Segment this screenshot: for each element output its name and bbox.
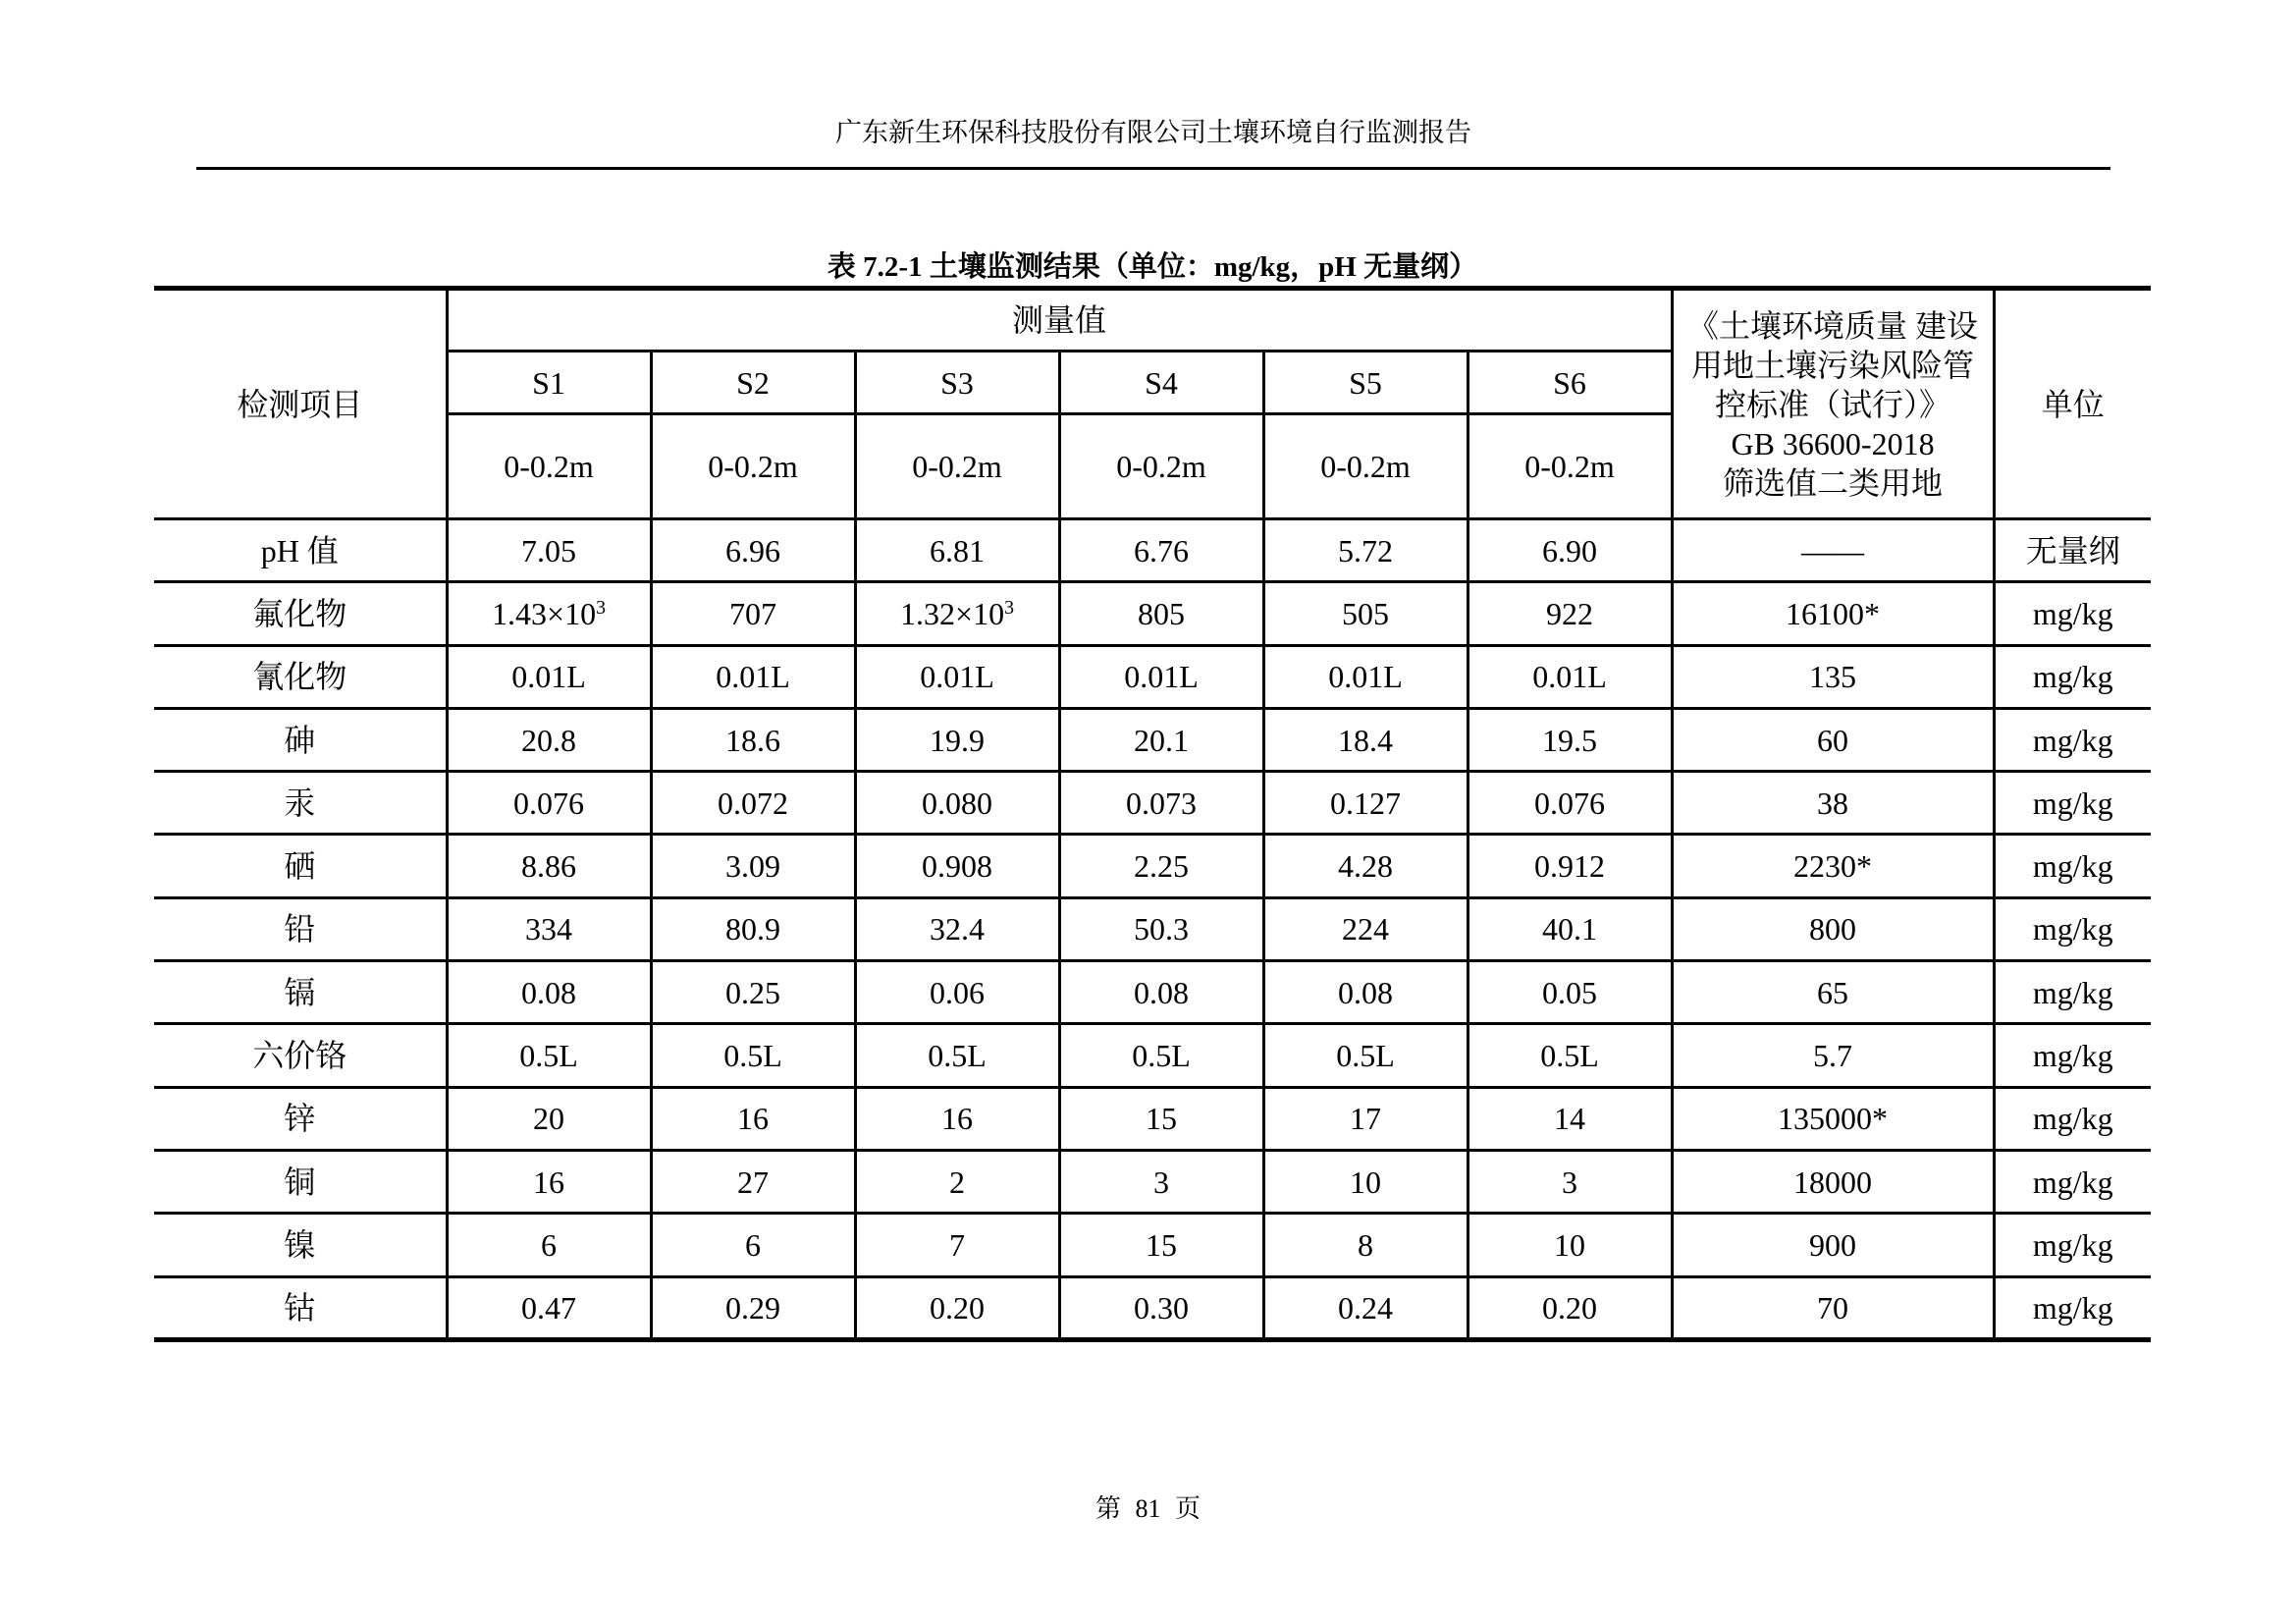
unit-cell: mg/kg [1994,708,2151,771]
measured-value-cell: 6.96 [651,519,855,582]
standard-value-cell: 135000* [1672,1087,1994,1150]
measured-value-cell: 0.08 [1059,961,1263,1024]
measured-value-cell: 707 [651,582,855,645]
measured-value-cell: 15 [1059,1214,1263,1276]
measured-value-cell: 0.01L [1468,645,1672,708]
measured-value-cell: 10 [1263,1150,1468,1213]
standard-value-cell: 900 [1672,1214,1994,1276]
row-item: 镍 [154,1214,447,1276]
measured-value-cell: 50.3 [1059,897,1263,960]
unit-cell: 无量纲 [1994,519,2151,582]
table-row [154,1276,2151,1339]
row-item: 硒 [154,835,447,897]
measured-value-cell [447,582,651,645]
measured-value-cell: 0.08 [1263,961,1468,1024]
measured-value-cell: 0.912 [1468,835,1672,897]
standard-header-line: GB 36600-2018 [1731,425,1935,461]
unit-cell: mg/kg [1994,645,2151,708]
measured-value-cell: 15 [1059,1087,1263,1150]
measured-value-cell: 922 [1468,582,1672,645]
measured-value-cell: 18.4 [1263,708,1468,771]
measured-value-cell: 16 [447,1150,651,1213]
measured-value-cell: 334 [447,897,651,960]
measured-value-cell: 0.908 [855,835,1059,897]
row-item: 六价铬 [154,1024,447,1087]
measured-value-cell: 27 [651,1150,855,1213]
row-item: 铅 [154,897,447,960]
measured-value-cell: 2.25 [1059,835,1263,897]
measured-value-cell: 14 [1468,1087,1672,1150]
measured-value-cell: 20 [447,1087,651,1150]
table-row [154,961,2151,1024]
header-rule [196,167,2110,170]
measured-value-cell: 18.6 [651,708,855,771]
measured-value-cell: 6.81 [855,519,1059,582]
measured-value-cell: 7.05 [447,519,651,582]
measured-value-cell: 16 [651,1087,855,1150]
value-mantissa: 1.32×10 [900,595,1005,631]
header-row-1 [154,289,2151,352]
depth-header: 0-0.2m [651,414,855,519]
measured-value-header: 测量值 [447,289,1672,352]
measured-value-cell: 6 [447,1214,651,1276]
standard-value-cell: 800 [1672,897,1994,960]
measured-value-cell: 80.9 [651,897,855,960]
measured-value-cell: 4.28 [1263,835,1468,897]
standard-value-cell: 16100* [1672,582,1994,645]
standard-header-line: 《土壤环境质量 建设 [1687,307,1979,344]
measured-value-cell: 0.073 [1059,772,1263,835]
depth-header: 0-0.2m [855,414,1059,519]
unit-cell: mg/kg [1994,1024,2151,1087]
site-header: S3 [855,352,1059,414]
unit-cell: mg/kg [1994,1150,2151,1213]
unit-column-header: 单位 [1994,289,2151,519]
measured-value-cell: 16 [855,1087,1059,1150]
measured-value-cell: 0.47 [447,1276,651,1339]
page-number: 第 81 页 [1095,1494,1201,1523]
standard-value-cell: 60 [1672,708,1994,771]
measured-value-cell: 0.01L [1263,645,1468,708]
measured-value-cell: 0.01L [855,645,1059,708]
row-item: 氰化物 [154,645,447,708]
measured-value-cell: 0.5L [1263,1024,1468,1087]
depth-header: 0-0.2m [1263,414,1468,519]
measured-value-cell: 0.08 [447,961,651,1024]
measured-value-cell: 0.01L [651,645,855,708]
measured-value-cell: 0.30 [1059,1276,1263,1339]
row-item: 锌 [154,1087,447,1150]
site-header: S1 [447,352,651,414]
measured-value-cell: 0.127 [1263,772,1468,835]
measured-value-cell: 0.29 [651,1276,855,1339]
standard-header-line: 筛选值二类用地 [1723,464,1944,501]
table-caption: 表 7.2-1 土壤监测结果（单位：mg/kg，pH 无量纲） [827,251,1478,283]
standard-value-cell: 70 [1672,1276,1994,1339]
row-item: 铜 [154,1150,447,1213]
measured-value-cell: 32.4 [855,897,1059,960]
depth-header: 0-0.2m [1059,414,1263,519]
unit-cell: mg/kg [1994,772,2151,835]
standard-value-cell: 5.7 [1672,1024,1994,1087]
row-item: pH 值 [154,519,447,582]
measured-value-cell: 5.72 [1263,519,1468,582]
measured-value-cell: 0.076 [447,772,651,835]
table-row [154,772,2151,835]
measured-value-cell: 0.06 [855,961,1059,1024]
report-header-title: 广东新生环保科技股份有限公司土壤环境自行监测报告 [835,118,1471,147]
table-row [154,708,2151,771]
depth-header: 0-0.2m [1468,414,1672,519]
measured-value-cell: 805 [1059,582,1263,645]
standard-value-cell: 18000 [1672,1150,1994,1213]
measured-value-cell: 0.5L [447,1024,651,1087]
measured-value-cell: 0.01L [1059,645,1263,708]
table-row [154,1150,2151,1213]
measured-value-cell: 3.09 [651,835,855,897]
table-row [154,835,2151,897]
row-item: 汞 [154,772,447,835]
table-row [154,1024,2151,1087]
standard-value-cell: 2230* [1672,835,1994,897]
soil-monitoring-table [154,286,2151,1342]
measured-value-cell: 0.5L [651,1024,855,1087]
unit-cell: mg/kg [1994,897,2151,960]
site-header: S5 [1263,352,1468,414]
table-row [154,1214,2151,1276]
unit-cell: mg/kg [1994,1214,2151,1276]
measured-value-cell: 0.05 [1468,961,1672,1024]
row-item: 砷 [154,708,447,771]
measured-value-cell: 0.5L [855,1024,1059,1087]
value-exponent: 3 [1004,597,1014,620]
site-header: S2 [651,352,855,414]
site-header: S6 [1468,352,1672,414]
value-mantissa: 1.43×10 [492,595,597,631]
depth-header: 0-0.2m [447,414,651,519]
unit-cell: mg/kg [1994,835,2151,897]
measured-value-cell: 0.072 [651,772,855,835]
measured-value-cell: 20.1 [1059,708,1263,771]
measured-value-cell: 20.8 [447,708,651,771]
standard-header-line: 用地土壤污染风险管 [1691,347,1975,383]
unit-cell: mg/kg [1994,1276,2151,1339]
measured-value-cell: 0.076 [1468,772,1672,835]
measured-value-cell: 8 [1263,1214,1468,1276]
measured-value-cell: 3 [1059,1150,1263,1213]
measured-value-cell: 0.5L [1059,1024,1263,1087]
unit-cell: mg/kg [1994,582,2151,645]
measured-value-cell: 0.25 [651,961,855,1024]
measured-value-cell: 505 [1263,582,1468,645]
measured-value-cell: 0.01L [447,645,651,708]
measured-value-cell: 10 [1468,1214,1672,1276]
measured-value-cell: 6 [651,1214,855,1276]
standard-value-cell: 135 [1672,645,1994,708]
unit-cell: mg/kg [1994,961,2151,1024]
measured-value-cell: 0.5L [1468,1024,1672,1087]
measured-value-cell: 40.1 [1468,897,1672,960]
measured-value-cell: 19.9 [855,708,1059,771]
measured-value-cell [855,582,1059,645]
standard-column-header [1672,289,1994,519]
table-row [154,1087,2151,1150]
row-item: 镉 [154,961,447,1024]
value-exponent: 3 [596,597,606,620]
row-item: 氟化物 [154,582,447,645]
site-header: S4 [1059,352,1263,414]
item-column-header: 检测项目 [154,289,447,519]
measured-value-cell: 7 [855,1214,1059,1276]
measured-value-cell: 6.90 [1468,519,1672,582]
measured-value-cell: 8.86 [447,835,651,897]
table-row [154,645,2151,708]
measured-value-cell: 0.24 [1263,1276,1468,1339]
measured-value-cell: 19.5 [1468,708,1672,771]
measured-value-cell: 224 [1263,897,1468,960]
measured-value-cell: 2 [855,1150,1059,1213]
table-row [154,519,2151,582]
unit-cell: mg/kg [1994,1087,2151,1150]
standard-header-line: 控标准（试行）》 [1715,386,1951,422]
table-row [154,897,2151,960]
table-row [154,582,2151,645]
standard-value-cell: 65 [1672,961,1994,1024]
measured-value-cell: 0.20 [1468,1276,1672,1339]
measured-value-cell: 0.20 [855,1276,1059,1339]
measured-value-cell: 17 [1263,1087,1468,1150]
measured-value-cell: 3 [1468,1150,1672,1213]
standard-value-cell: 38 [1672,772,1994,835]
row-item: 钴 [154,1276,447,1339]
standard-value-cell: —— [1672,519,1994,582]
measured-value-cell: 0.080 [855,772,1059,835]
measured-value-cell: 6.76 [1059,519,1263,582]
